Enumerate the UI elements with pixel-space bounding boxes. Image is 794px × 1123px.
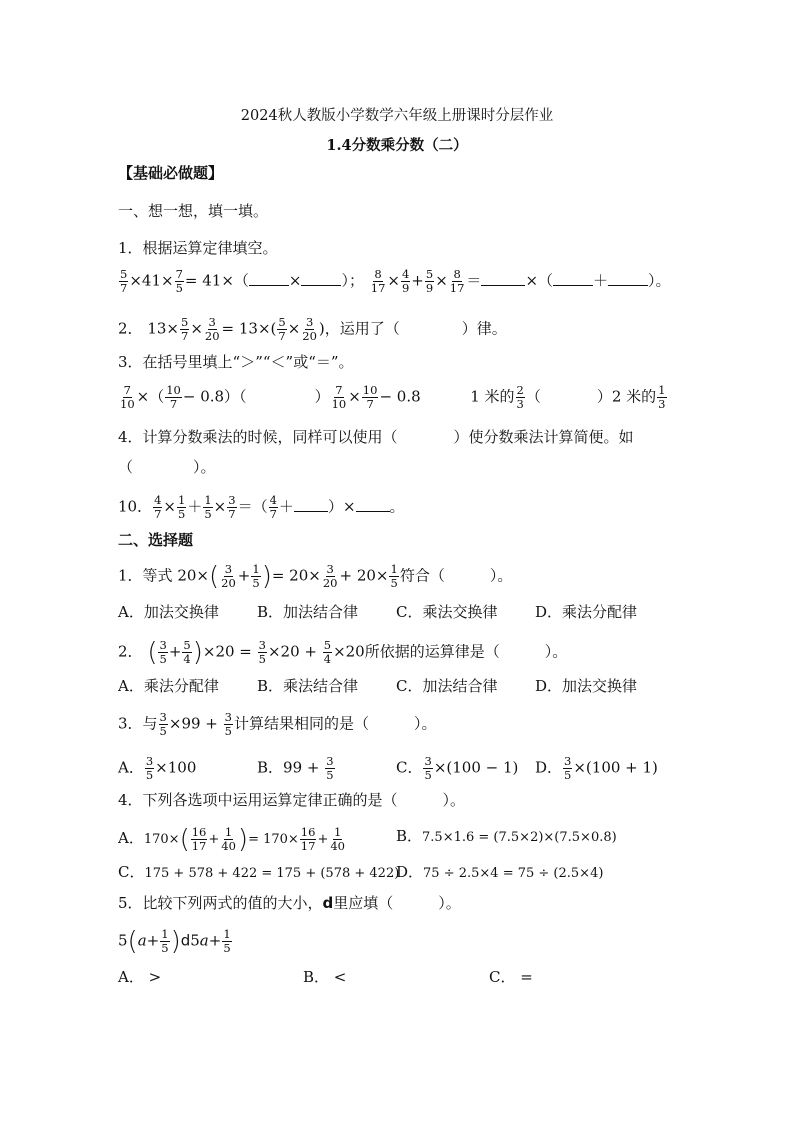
q2-line: 2． 13× $\frac{5}{7}$ × $\frac{3}{20}$ = 13×( $\frac{5}{7}$ × $\frac{3}{20}$ )，运用了（ ）律。 — [118, 315, 507, 344]
fraction: $\frac{7}{10}$ — [331, 383, 347, 412]
mc1-line: 1．等式 20×( $\frac{3}{20}$ + $\frac{1}{5}$ )= 20× $\frac{3}{20}$ + 20× $\frac{1}{5}$ 符合（ ）。 — [118, 561, 513, 592]
fraction: $\frac{16}{17}$ — [300, 825, 316, 854]
fraction: $\frac{2}{3}$ — [516, 383, 524, 412]
mc4-label: 4．下列各选项中运用运算定律正确的是（ ）。 — [118, 791, 466, 809]
fraction: $\frac{3}{5}$ — [326, 754, 334, 783]
fraction: $\frac{10}{7}$ — [166, 383, 181, 412]
q3-b-mid2: ）2 米的 — [596, 387, 657, 406]
mc2-option-c[interactable]: C．加法结合律 — [396, 677, 498, 695]
answer-blank[interactable] — [249, 270, 289, 286]
fraction: $\frac{3}{5}$ — [424, 754, 432, 783]
fraction: $\frac{1}{5}$ — [252, 562, 260, 591]
q5-symbol: d — [322, 894, 334, 912]
mc1-option-b[interactable]: B．加法结合律 — [257, 603, 359, 621]
fraction: $\frac{1}{40}$ — [221, 825, 236, 854]
fraction: $\frac{5}{7}$ — [278, 315, 286, 344]
fraction: $\frac{3}{5}$ — [145, 754, 154, 783]
fraction: $\frac{3}{20}$ — [204, 315, 220, 344]
answer-blank[interactable] — [608, 270, 648, 286]
fraction: $\frac{1}{3}$ — [658, 383, 666, 412]
q2-tail: ，运用了（ — [324, 319, 400, 338]
fraction: $\frac{10}{7}$ — [362, 383, 378, 412]
q4-line1 — [118, 430, 634, 445]
mc5-option-b[interactable]: B． < — [303, 968, 347, 986]
fraction: $\frac{3}{5}$ — [159, 710, 167, 739]
mc3-tail: 计算结果相同的是（ ）。 — [233, 714, 437, 733]
answer-blank[interactable] — [301, 270, 341, 286]
fraction: $\frac{3}{20}$ — [302, 315, 317, 344]
mc1-tail: 符合（ ）。 — [399, 566, 513, 585]
fraction: $\frac{5}{4}$ — [183, 638, 191, 667]
fraction: $\frac{3}{5}$ — [159, 638, 167, 667]
page-subtitle: 1.4分数乘分数（二） — [326, 137, 468, 154]
fraction: $\frac{1}{5}$ — [178, 493, 186, 522]
q3-label: 3．在括号里填上“＞”“＜”或“＝”。 — [118, 353, 354, 371]
mc3-option-d[interactable]: D． $\frac{3}{5}$ ×(100 + 1) — [535, 754, 658, 783]
q1-label: 1．根据运算定律填空。 — [118, 239, 278, 257]
q2-end: ）律。 — [461, 319, 507, 338]
fraction: $\frac{8}{17}$ — [449, 267, 465, 296]
mc5-option-c[interactable]: C． = — [489, 968, 533, 986]
page-title: 2024秋人教版小学数学六年级上册课时分层作业 — [240, 108, 554, 124]
fraction: $\frac{3}{5}$ — [564, 754, 572, 783]
q10-line: 10． $\frac{4}{7}$ × $\frac{1}{5}$ ＋ $\frac{1}{5}$ × $\frac{3}{7}$ ＝（ $\frac{4}{7}$ ＋ ）× 。 — [118, 493, 405, 522]
fraction: $\frac{5}{7}$ — [180, 315, 189, 344]
q3-b-pre: 1 米的 — [470, 387, 515, 406]
fraction: $\frac{1}{5}$ — [204, 493, 212, 522]
answer-blank[interactable] — [481, 270, 525, 286]
fraction: $\frac{3}{5}$ — [224, 710, 232, 739]
q3-line: $\frac{7}{10}$ ×（ $\frac{10}{7}$ − 0.8）（ ） $\frac{7}{10}$ × $\frac{10}{7}$ − 0.8 1 米的 $\frac{2}{3}$ （ ）2 米的 $\frac{1}{3}$ — [120, 383, 666, 412]
fraction: $\frac{3}{20}$ — [322, 562, 338, 591]
fraction: $\frac{16}{17}$ — [191, 825, 207, 854]
mc5-expression: 5(a+ $\frac{1}{5}$ )d5a+ $\frac{1}{5}$ — [118, 926, 231, 957]
mc3-option-b[interactable]: B．99 + $\frac{3}{5}$ — [257, 754, 334, 783]
mc3-line: 3．与 $\frac{3}{5}$ ×99 + $\frac{3}{5}$ 计算结果相同的是（ ）。 — [118, 710, 437, 739]
mc5-option-a[interactable]: A． > — [118, 968, 162, 986]
answer-blank[interactable] — [294, 496, 328, 512]
mc3-option-a[interactable]: A． $\frac{3}{5}$ ×100 — [118, 754, 197, 783]
q4-line1-a: 4．计算分数乘法的时候，同样可以使用（ — [118, 428, 398, 446]
q4-line1-b: ）使分数乘法计算简便。如 — [453, 428, 634, 446]
q10-label: 10． — [118, 497, 153, 516]
mc2-option-b[interactable]: B．乘法结合律 — [257, 677, 359, 695]
fraction: $\frac{4}{7}$ — [269, 493, 277, 522]
q2-label: 2． — [118, 319, 143, 338]
q3-b-mid: （ — [525, 387, 541, 406]
fraction: $\frac{5}{9}$ — [425, 267, 434, 296]
mc2-option-a[interactable]: A．乘法分配律 — [118, 677, 219, 695]
fraction: $\frac{8}{17}$ — [370, 267, 386, 296]
mc5-line — [118, 896, 461, 911]
part1-heading: 一、想一想，填一填。 — [118, 202, 269, 220]
fraction: $\frac{4}{7}$ — [154, 493, 162, 522]
fraction: $\frac{5}{7}$ — [120, 267, 128, 296]
fraction: $\frac{3}{20}$ — [221, 562, 236, 591]
fraction: $\frac{1}{40}$ — [330, 825, 345, 854]
mc4-option-a[interactable]: A．170×( $\frac{16}{17}$ + $\frac{1}{40}$ )= 170× $\frac{16}{17}$ + $\frac{1}{40}$ — [118, 824, 345, 855]
mc1-option-c[interactable]: C．乘法交换律 — [396, 603, 498, 621]
mc2-tail: 所依据的运算律是（ ）。 — [364, 642, 568, 661]
mc3-option-c[interactable]: C． $\frac{3}{5}$ ×(100 − 1) — [396, 754, 519, 783]
q10-end: 。 — [389, 497, 405, 516]
q3-a-end: − 0.8 — [379, 387, 421, 406]
mc1-option-d[interactable]: D．乘法分配律 — [535, 603, 638, 621]
mc2-line: 2． ( $\frac{3}{5}$ + $\frac{5}{4}$ )×20 = $\frac{3}{5}$ ×20 + $\frac{5}{4}$ ×20所依据的运算律是（ ）。 — [118, 637, 568, 668]
fraction: $\frac{1}{5}$ — [390, 562, 398, 591]
fraction: $\frac{1}{5}$ — [161, 927, 169, 956]
mc1-option-a[interactable]: A．加法交换律 — [118, 603, 219, 621]
q1-formula: $\frac{5}{7}$ ×41× $\frac{7}{5}$ = 41×（ × ）； $\frac{8}{17}$ × $\frac{4}{9}$ + $\frac{5}{9}$ × $\frac{8}{17}$ ＝ ×（ ＋ ）。 — [120, 267, 671, 296]
fraction: $\frac{7}{5}$ — [175, 267, 183, 296]
mc4-option-c[interactable]: C．175 + 578 + 422 = 175 + (578 + 422) — [118, 863, 400, 881]
answer-blank[interactable] — [356, 496, 390, 512]
fraction: $\frac{1}{5}$ — [223, 927, 231, 956]
mc2-option-d[interactable]: D．加法交换律 — [535, 677, 638, 695]
fraction: $\frac{7}{10}$ — [120, 383, 135, 412]
mc4-option-b[interactable]: B．7.5×1.6 = (7.5×2)×(7.5×0.8) — [396, 827, 617, 845]
mc4-option-d[interactable]: D．75 ÷ 2.5×4 = 75 ÷ (2.5×4) — [396, 863, 604, 881]
mc5-tail: 里应填（ ）。 — [333, 894, 461, 912]
mc5-label: 5．比较下列两式的值的大小， — [118, 894, 323, 912]
q4-line2: （ ）。 — [118, 458, 216, 476]
section-basic: 【基础必做题】 — [118, 164, 224, 182]
fraction: $\frac{3}{7}$ — [228, 493, 236, 522]
fraction: $\frac{4}{9}$ — [401, 267, 410, 296]
mc3-label: 3．与 — [118, 714, 158, 733]
part2-heading: 二、选择题 — [118, 531, 194, 549]
mc1-label: 1．等式 — [118, 566, 173, 585]
fraction: $\frac{3}{5}$ — [258, 638, 266, 667]
fraction: $\frac{5}{4}$ — [323, 638, 332, 667]
q5-symbol-inline: d — [180, 931, 191, 950]
answer-blank[interactable] — [553, 270, 593, 286]
mc2-label: 2． — [118, 642, 143, 661]
